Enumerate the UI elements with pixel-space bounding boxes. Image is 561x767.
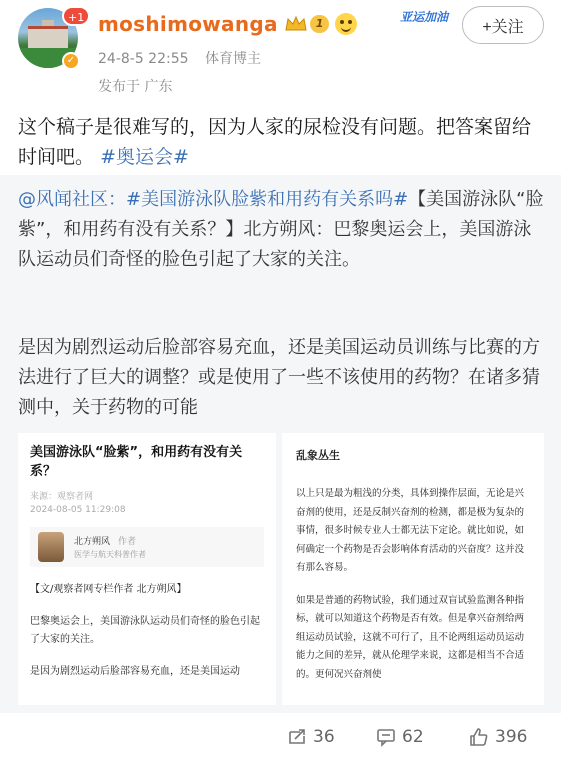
article-paragraph: 巴黎奥运会上，美国游泳队运动员们奇怪的脸色引起了大家的关注。 xyxy=(30,616,260,645)
author-avatar xyxy=(38,532,64,562)
event-tag: 亚运加油 xyxy=(400,10,449,24)
comment-count: 62 xyxy=(402,727,424,747)
article-image-right[interactable] xyxy=(282,433,544,705)
post-date: 24-8-5 22:55 xyxy=(98,51,189,67)
repost-button[interactable] xyxy=(287,727,335,747)
like-button[interactable] xyxy=(469,727,527,747)
post-meta xyxy=(98,48,273,68)
notification-badge: +1 xyxy=(62,6,90,26)
repost-icon xyxy=(287,727,307,747)
repost-text-1: @风闻社区：#美国游泳队脸紫和用药有关系吗#【美国游泳队“脸紫”，和用药有没有关系？】北方朔风：巴黎奥运会上，美国游泳队运动员们奇怪的脸色引起了大家的关注。 xyxy=(18,189,544,270)
post-text: 这个稿子是很难写的，因为人家的尿检没有问题。把答案留给时间吧。 xyxy=(18,116,532,168)
repost-count: 36 xyxy=(313,727,335,747)
action-bar xyxy=(0,713,561,767)
author-name: 北方朔风 xyxy=(74,537,111,547)
repost-mention[interactable]: @风闻社区 xyxy=(18,189,108,210)
repost-body-2: 是因为剧烈运动后脸部容易充血，还是美国运动员训练与比赛的方法进行了巨大的调整？或是使用了一些不该使用的药物？在诸多猜测中，关于药物的可能 xyxy=(18,337,540,418)
author-role-label: 作者 xyxy=(118,537,137,547)
comment-icon xyxy=(376,727,396,747)
follow-label: +关注 xyxy=(482,18,524,36)
post-location: 发布于 广东 xyxy=(98,79,173,95)
follow-button[interactable] xyxy=(462,6,544,44)
thumbs-up-icon xyxy=(469,727,489,747)
like-count: 396 xyxy=(495,727,528,747)
reposted-content[interactable] xyxy=(0,175,561,713)
article-section-heading: 乱象丛生 xyxy=(296,449,340,462)
image-grid xyxy=(18,433,544,705)
article-paragraph: 以上只是最为粗浅的分类，具体到操作层面，无论是兴奋剂的使用，还是反制兴奋剂的检测，都是极为复杂的事情，很多时候专业人士都无法下定论。就比如说，如何确定一个药物是否会影响体育活动的兴奋度？这并没有那么容易。 xyxy=(296,488,525,573)
article-paragraph: 是因为剧烈运动后脸部容易充血，还是美国运动 xyxy=(30,666,240,677)
article-date: 2024-08-05 11:29:08 xyxy=(30,505,126,515)
verified-badge-icon: ✓ xyxy=(62,52,80,70)
repost-body-1: 【美国游泳队“脸紫”，和用药有没有关系？】北方朔风：巴黎奥运会上，美国游泳队运动员们奇怪的脸色引起了大家的关注。 xyxy=(18,189,544,270)
comment-button[interactable] xyxy=(376,727,424,747)
author-role: 体育博主 xyxy=(204,51,261,67)
avatar[interactable] xyxy=(18,8,85,68)
username-row xyxy=(98,12,357,36)
article-image-left[interactable] xyxy=(18,433,276,705)
level-badge: 1 xyxy=(310,15,330,33)
author-box xyxy=(30,527,264,567)
repost-hashtag[interactable]: #美国游泳队脸紫和用药有关系吗# xyxy=(126,189,409,210)
post-body xyxy=(18,112,548,172)
article-paragraph: 【文/观察者网专栏作者 北方朔风】 xyxy=(30,584,187,595)
crown-icon xyxy=(284,14,308,34)
author-desc: 医学与航天科普作者 xyxy=(74,550,146,559)
post-header xyxy=(0,0,561,100)
article-paragraph: 如果是普通的药物试验，我们通过双盲试验监测各种指标，就可以知道这个药物是否有效。但是拿兴奋剂给两组运动员试验，这就不可行了，且不论两组运动员运动能力之间的差异，就从伦理学来说，这都是相当不合适的。更何况兴奋剂使 xyxy=(296,594,525,680)
post-hashtag[interactable]: #奥运会# xyxy=(100,146,189,168)
article-title: 美国游泳队“脸紫”，和用药有没有关系？ xyxy=(30,445,243,479)
username[interactable]: moshimowanga xyxy=(98,12,278,36)
fan-emoji-icon xyxy=(335,13,357,35)
article-source: 来源：观察者网 xyxy=(30,492,94,502)
